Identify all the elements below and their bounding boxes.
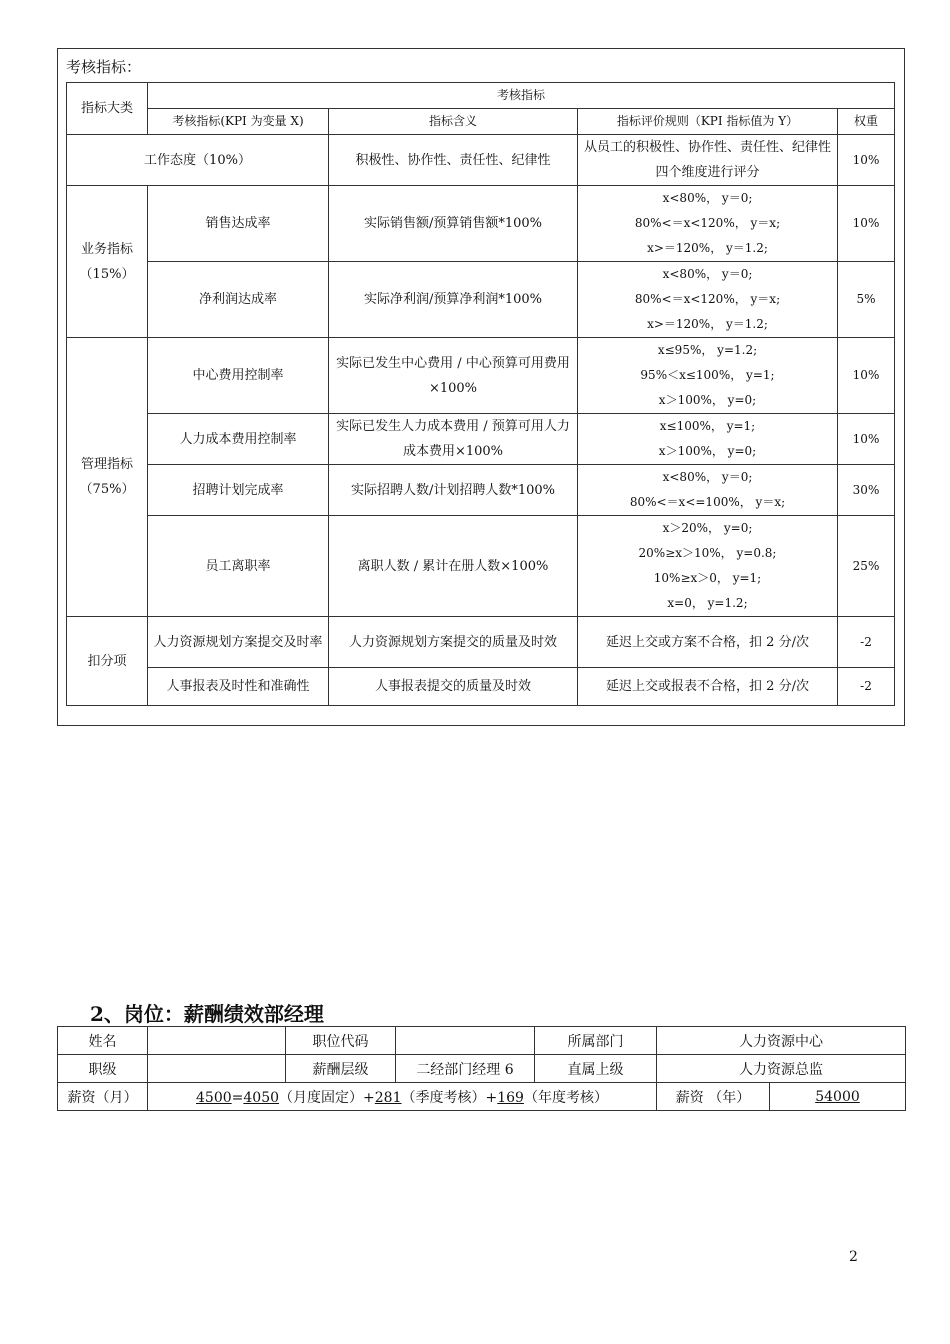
position-info-table — [57, 1026, 906, 1111]
kpi-rule — [578, 414, 838, 465]
business-category-percent: （15%） — [79, 266, 135, 282]
kpi-meaning: 实际已发生中心费用 / 中心预算可用费用×100% — [329, 338, 578, 414]
dept-label: 所属部门 — [535, 1027, 657, 1055]
kpi-rule — [578, 516, 838, 617]
rule-line: x>＝120%， y＝1.2; — [647, 241, 768, 255]
management-category — [67, 338, 148, 617]
salary-month-value — [148, 1083, 657, 1111]
kpi-meaning: 人力资源规划方案提交的质量及时效 — [329, 617, 578, 668]
kpi-meaning: 实际已发生人力成本费用 / 预算可用人力成本费用×100% — [329, 414, 578, 465]
kpi-name: 人力资源规划方案提交及时率 — [148, 617, 329, 668]
kpi-name: 销售达成率 — [148, 186, 329, 262]
kpi-rule: 延迟上交或报表不合格，扣 2 分/次 — [578, 668, 838, 706]
attitude-meaning: 积极性、协作性、责任性、纪律性 — [329, 135, 578, 186]
rule-line: 80%<＝x<=100%， y＝x; — [629, 495, 786, 509]
salary-month-label: 薪资（月） — [58, 1083, 148, 1111]
header-category: 指标大类 — [67, 83, 148, 135]
salary-annual: 169 — [497, 1089, 524, 1106]
salary-year-label: 薪资 （年） — [657, 1083, 770, 1111]
superior-value: 人力资源总监 — [657, 1055, 906, 1083]
page-number: 2 — [849, 1249, 858, 1265]
kpi-weight: 30% — [838, 465, 895, 516]
attitude-weight: 10% — [838, 135, 895, 186]
salary-fixed: 4050 — [243, 1089, 280, 1106]
management-category-label: 管理指标 — [80, 457, 133, 472]
business-category-label: 业务指标 — [80, 241, 133, 257]
name-value — [148, 1027, 286, 1055]
salary-annual-note: （年度考核） — [523, 1089, 608, 1106]
rule-line: 80%<＝x<120%， y＝x; — [634, 216, 781, 230]
salary-total: 4500 — [196, 1089, 232, 1106]
rule-line: 95%＜x≤100%， y=1; — [640, 368, 775, 382]
pay-level-value: 二经部门经理 6 — [396, 1055, 535, 1083]
kpi-meaning: 实际销售额/预算销售额*100% — [329, 186, 578, 262]
attitude-rule: 从员工的积极性、协作性、责任性、纪律性四个维度进行评分 — [578, 135, 838, 186]
kpi-weight: -2 — [838, 668, 895, 706]
deduction-category: 扣分项 — [67, 617, 148, 706]
section-label: 考核指标： — [66, 58, 142, 76]
name-label: 姓名 — [58, 1027, 148, 1055]
rule-line: x>＝120%， y＝1.2; — [647, 317, 768, 331]
salary-quarterly: 281 — [374, 1089, 402, 1106]
kpi-name: 招聘计划完成率 — [148, 465, 329, 516]
grade-value — [148, 1055, 286, 1083]
kpi-table — [66, 82, 895, 706]
rule-line: x<80%， y＝0; — [662, 470, 753, 484]
salary-fixed-note: （月度固定）+ — [279, 1089, 375, 1106]
kpi-name: 人力成本费用控制率 — [148, 414, 329, 465]
kpi-rule — [578, 262, 838, 338]
header-weight: 权重 — [838, 109, 895, 135]
header-group: 考核指标 — [148, 83, 895, 109]
kpi-meaning: 离职人数 / 累计在册人数×100% — [329, 516, 578, 617]
kpi-name: 净利润达成率 — [148, 262, 329, 338]
kpi-meaning: 人事报表提交的质量及时效 — [329, 668, 578, 706]
header-kpi: 考核指标(KPI 为变量 X) — [148, 109, 329, 135]
management-category-percent: （75%） — [79, 482, 135, 497]
kpi-rule: 延迟上交或方案不合格，扣 2 分/次 — [578, 617, 838, 668]
rule-line: x<80%， y＝0; — [662, 191, 753, 205]
kpi-weight: 10% — [838, 186, 895, 262]
business-category — [67, 186, 148, 338]
pay-level-label: 薪酬层级 — [286, 1055, 396, 1083]
position-title: 2、岗位：薪酬绩效部经理 — [90, 1002, 324, 1026]
kpi-rule — [578, 465, 838, 516]
kpi-rule — [578, 186, 838, 262]
rule-line: x=0， y=1.2; — [667, 596, 748, 610]
header-meaning: 指标含义 — [329, 109, 578, 135]
kpi-weight: 10% — [838, 338, 895, 414]
salary-year-cell — [770, 1083, 906, 1111]
header-rule: 指标评价规则（KPI 指标值为 Y） — [578, 109, 838, 135]
salary-year-value: 54000 — [815, 1088, 860, 1105]
code-value — [396, 1027, 535, 1055]
kpi-meaning: 实际招聘人数/计划招聘人数*100% — [329, 465, 578, 516]
kpi-weight: 25% — [838, 516, 895, 617]
kpi-name: 人事报表及时性和准确性 — [148, 668, 329, 706]
kpi-weight: -2 — [838, 617, 895, 668]
rule-line: x＞100%， y=0; — [658, 444, 757, 458]
kpi-rule — [578, 338, 838, 414]
code-label: 职位代码 — [286, 1027, 396, 1055]
rule-line: x＞100%， y=0; — [658, 393, 757, 407]
kpi-name: 员工离职率 — [148, 516, 329, 617]
rule-line: x≤95%， y=1.2; — [657, 343, 758, 357]
grade-label: 职级 — [58, 1055, 148, 1083]
rule-line: 10%≥x＞0， y=1; — [653, 571, 762, 585]
kpi-meaning: 实际净利润/预算净利润*100% — [329, 262, 578, 338]
dept-value: 人力资源中心 — [657, 1027, 906, 1055]
superior-label: 直属上级 — [535, 1055, 657, 1083]
rule-line: x＞20%， y=0; — [662, 521, 753, 535]
kpi-weight: 10% — [838, 414, 895, 465]
rule-line: 20%≥x＞10%， y=0.8; — [638, 546, 777, 560]
kpi-weight: 5% — [838, 262, 895, 338]
rule-line: x≤100%， y=1; — [659, 419, 756, 433]
rule-line: x<80%， y＝0; — [662, 267, 753, 281]
kpi-name: 中心费用控制率 — [148, 338, 329, 414]
salary-quarterly-note: （季度考核）+ — [401, 1089, 498, 1106]
salary-eq: = — [231, 1089, 244, 1106]
attitude-name: 工作态度（10%） — [67, 135, 329, 186]
rule-line: 80%<＝x<120%， y＝x; — [634, 292, 781, 306]
